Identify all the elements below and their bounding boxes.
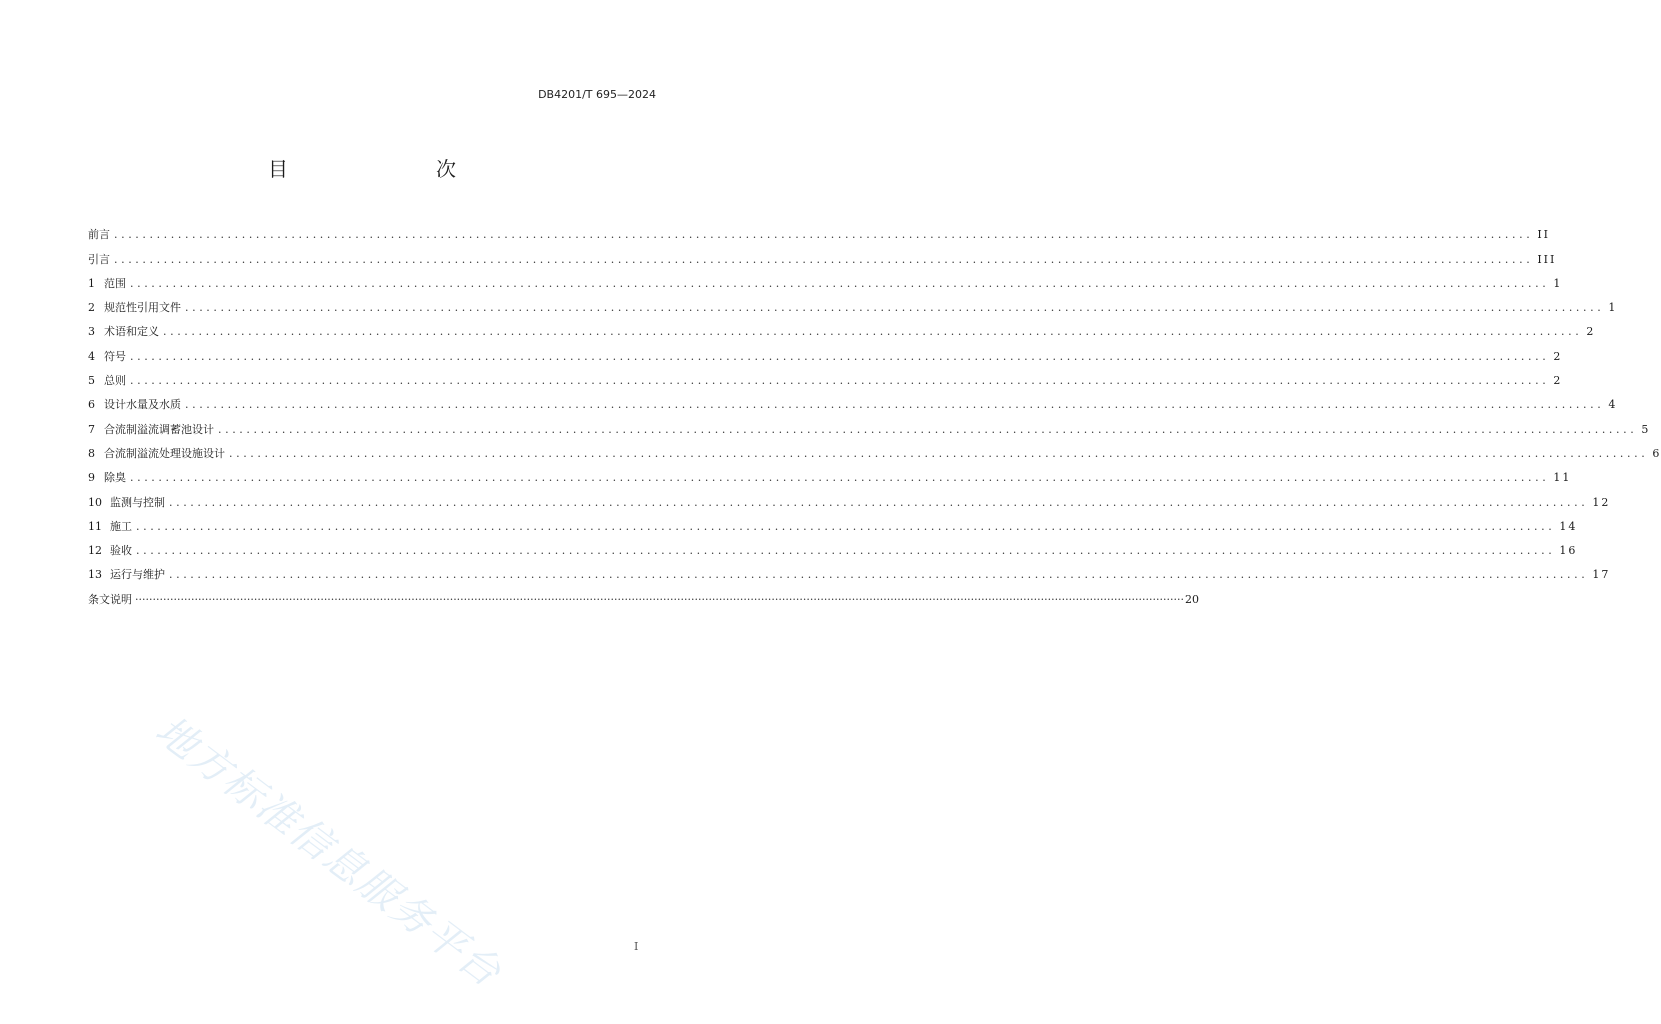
- toc-entry-label: 验收: [110, 544, 132, 558]
- toc-entry-label: 合流制溢流调蓄池设计: [104, 422, 214, 436]
- toc-entry[interactable]: [88, 291, 1618, 315]
- toc-entry-number: 3: [88, 325, 95, 339]
- toc-entry-page: 11: [1553, 471, 1572, 485]
- toc-entry-label: 施工: [110, 519, 132, 533]
- toc-entry-page: 2: [1553, 374, 1563, 388]
- toc-entry-page: 6: [1652, 446, 1661, 460]
- toc-entry[interactable]: [88, 582, 1199, 606]
- toc-entry-number: 6: [88, 398, 95, 412]
- toc-leader-dots: ........................................................................................................................................................................................................: [130, 471, 1550, 485]
- toc-leader-dots: ........................................................................................................................................................................................................: [114, 228, 1534, 242]
- page-number: I: [634, 940, 639, 953]
- toc-entry-number: 12: [88, 544, 102, 558]
- toc-entry-label: 总则: [104, 374, 126, 388]
- toc-entry[interactable]: [88, 218, 1551, 242]
- toc-entry-number: 13: [88, 568, 102, 582]
- toc-leader-dots: ············································································································································································································································································································: [135, 592, 1184, 606]
- toc-entry[interactable]: [88, 485, 1611, 509]
- toc-entry-label: 合流制溢流处理设施设计: [104, 446, 225, 460]
- toc-entry[interactable]: [88, 437, 1661, 461]
- toc-entry-label: 前言: [88, 228, 110, 242]
- toc-leader-dots: ........................................................................................................................................................................................................: [114, 252, 1534, 266]
- table-of-contents: [88, 218, 1661, 607]
- document-code: DB4201/T 695—2024: [538, 88, 656, 101]
- toc-entry-page: 16: [1559, 544, 1578, 558]
- toc-entry-label: 监测与控制: [110, 495, 165, 509]
- toc-leader-dots: ........................................................................................................................................................................................................: [185, 301, 1605, 315]
- toc-entry-number: 2: [88, 301, 95, 315]
- toc-entry-page: 5: [1641, 422, 1651, 436]
- toc-entry-page: III: [1537, 252, 1557, 266]
- toc-leader-dots: ........................................................................................................................................................................................................: [136, 519, 1556, 533]
- toc-leader-dots: ........................................................................................................................................................................................................: [169, 495, 1589, 509]
- toc-entry[interactable]: [88, 267, 1563, 291]
- toc-entry-label: 运行与维护: [110, 568, 165, 582]
- toc-entry[interactable]: [88, 339, 1563, 363]
- toc-entry[interactable]: [88, 412, 1651, 436]
- toc-entry-label: 术语和定义: [104, 325, 159, 339]
- toc-entry-number: 4: [88, 349, 95, 363]
- toc-leader-dots: ........................................................................................................................................................................................................: [169, 568, 1589, 582]
- toc-entry-number: 7: [88, 422, 95, 436]
- toc-entry-page: 12: [1592, 495, 1611, 509]
- toc-entry-number: 5: [88, 374, 95, 388]
- toc-entry-label: 条文说明: [88, 592, 132, 606]
- toc-entry-label: 规范性引用文件: [104, 301, 181, 315]
- toc-entry[interactable]: [88, 315, 1596, 339]
- toc-entry-page: II: [1537, 228, 1551, 242]
- toc-entry-page: 17: [1592, 568, 1611, 582]
- toc-entry[interactable]: [88, 534, 1578, 558]
- toc-leader-dots: ........................................................................................................................................................................................................: [229, 446, 1649, 460]
- toc-leader-dots: ........................................................................................................................................................................................................: [163, 325, 1583, 339]
- toc-entry-number: 10: [88, 495, 102, 509]
- toc-entry-label: 除臭: [104, 471, 126, 485]
- toc-entry-page: 1: [1608, 301, 1618, 315]
- toc-leader-dots: ........................................................................................................................................................................................................: [130, 349, 1550, 363]
- toc-entry-label: 引言: [88, 252, 110, 266]
- toc-entry[interactable]: [88, 364, 1563, 388]
- toc-entry[interactable]: [88, 510, 1578, 534]
- toc-leader-dots: ........................................................................................................................................................................................................: [130, 276, 1550, 290]
- toc-entry-label: 符号: [104, 349, 126, 363]
- toc-entry-label: 设计水量及水质: [104, 398, 181, 412]
- toc-entry-page: 20: [1184, 592, 1199, 606]
- toc-entry-page: 1: [1553, 276, 1563, 290]
- toc-leader-dots: ........................................................................................................................................................................................................: [130, 374, 1550, 388]
- toc-entry[interactable]: [88, 461, 1572, 485]
- toc-entry-page: 2: [1553, 349, 1563, 363]
- toc-leader-dots: ........................................................................................................................................................................................................: [136, 544, 1556, 558]
- toc-entry-label: 范围: [104, 276, 126, 290]
- toc-entry-number: 1: [88, 276, 95, 290]
- watermark: 地方标准信息服务平台: [146, 707, 511, 997]
- toc-entry[interactable]: [88, 388, 1618, 412]
- toc-entry-number: 9: [88, 471, 95, 485]
- toc-entry-page: 14: [1559, 519, 1578, 533]
- toc-entry-number: 11: [88, 519, 102, 533]
- toc-leader-dots: ........................................................................................................................................................................................................: [218, 422, 1638, 436]
- toc-entry[interactable]: [88, 242, 1557, 266]
- toc-entry[interactable]: [88, 558, 1611, 582]
- toc-entry-page: 4: [1608, 398, 1618, 412]
- page-title: 目 次: [268, 157, 492, 181]
- toc-entry-page: 2: [1586, 325, 1596, 339]
- toc-entry-number: 8: [88, 446, 95, 460]
- toc-leader-dots: ........................................................................................................................................................................................................: [185, 398, 1605, 412]
